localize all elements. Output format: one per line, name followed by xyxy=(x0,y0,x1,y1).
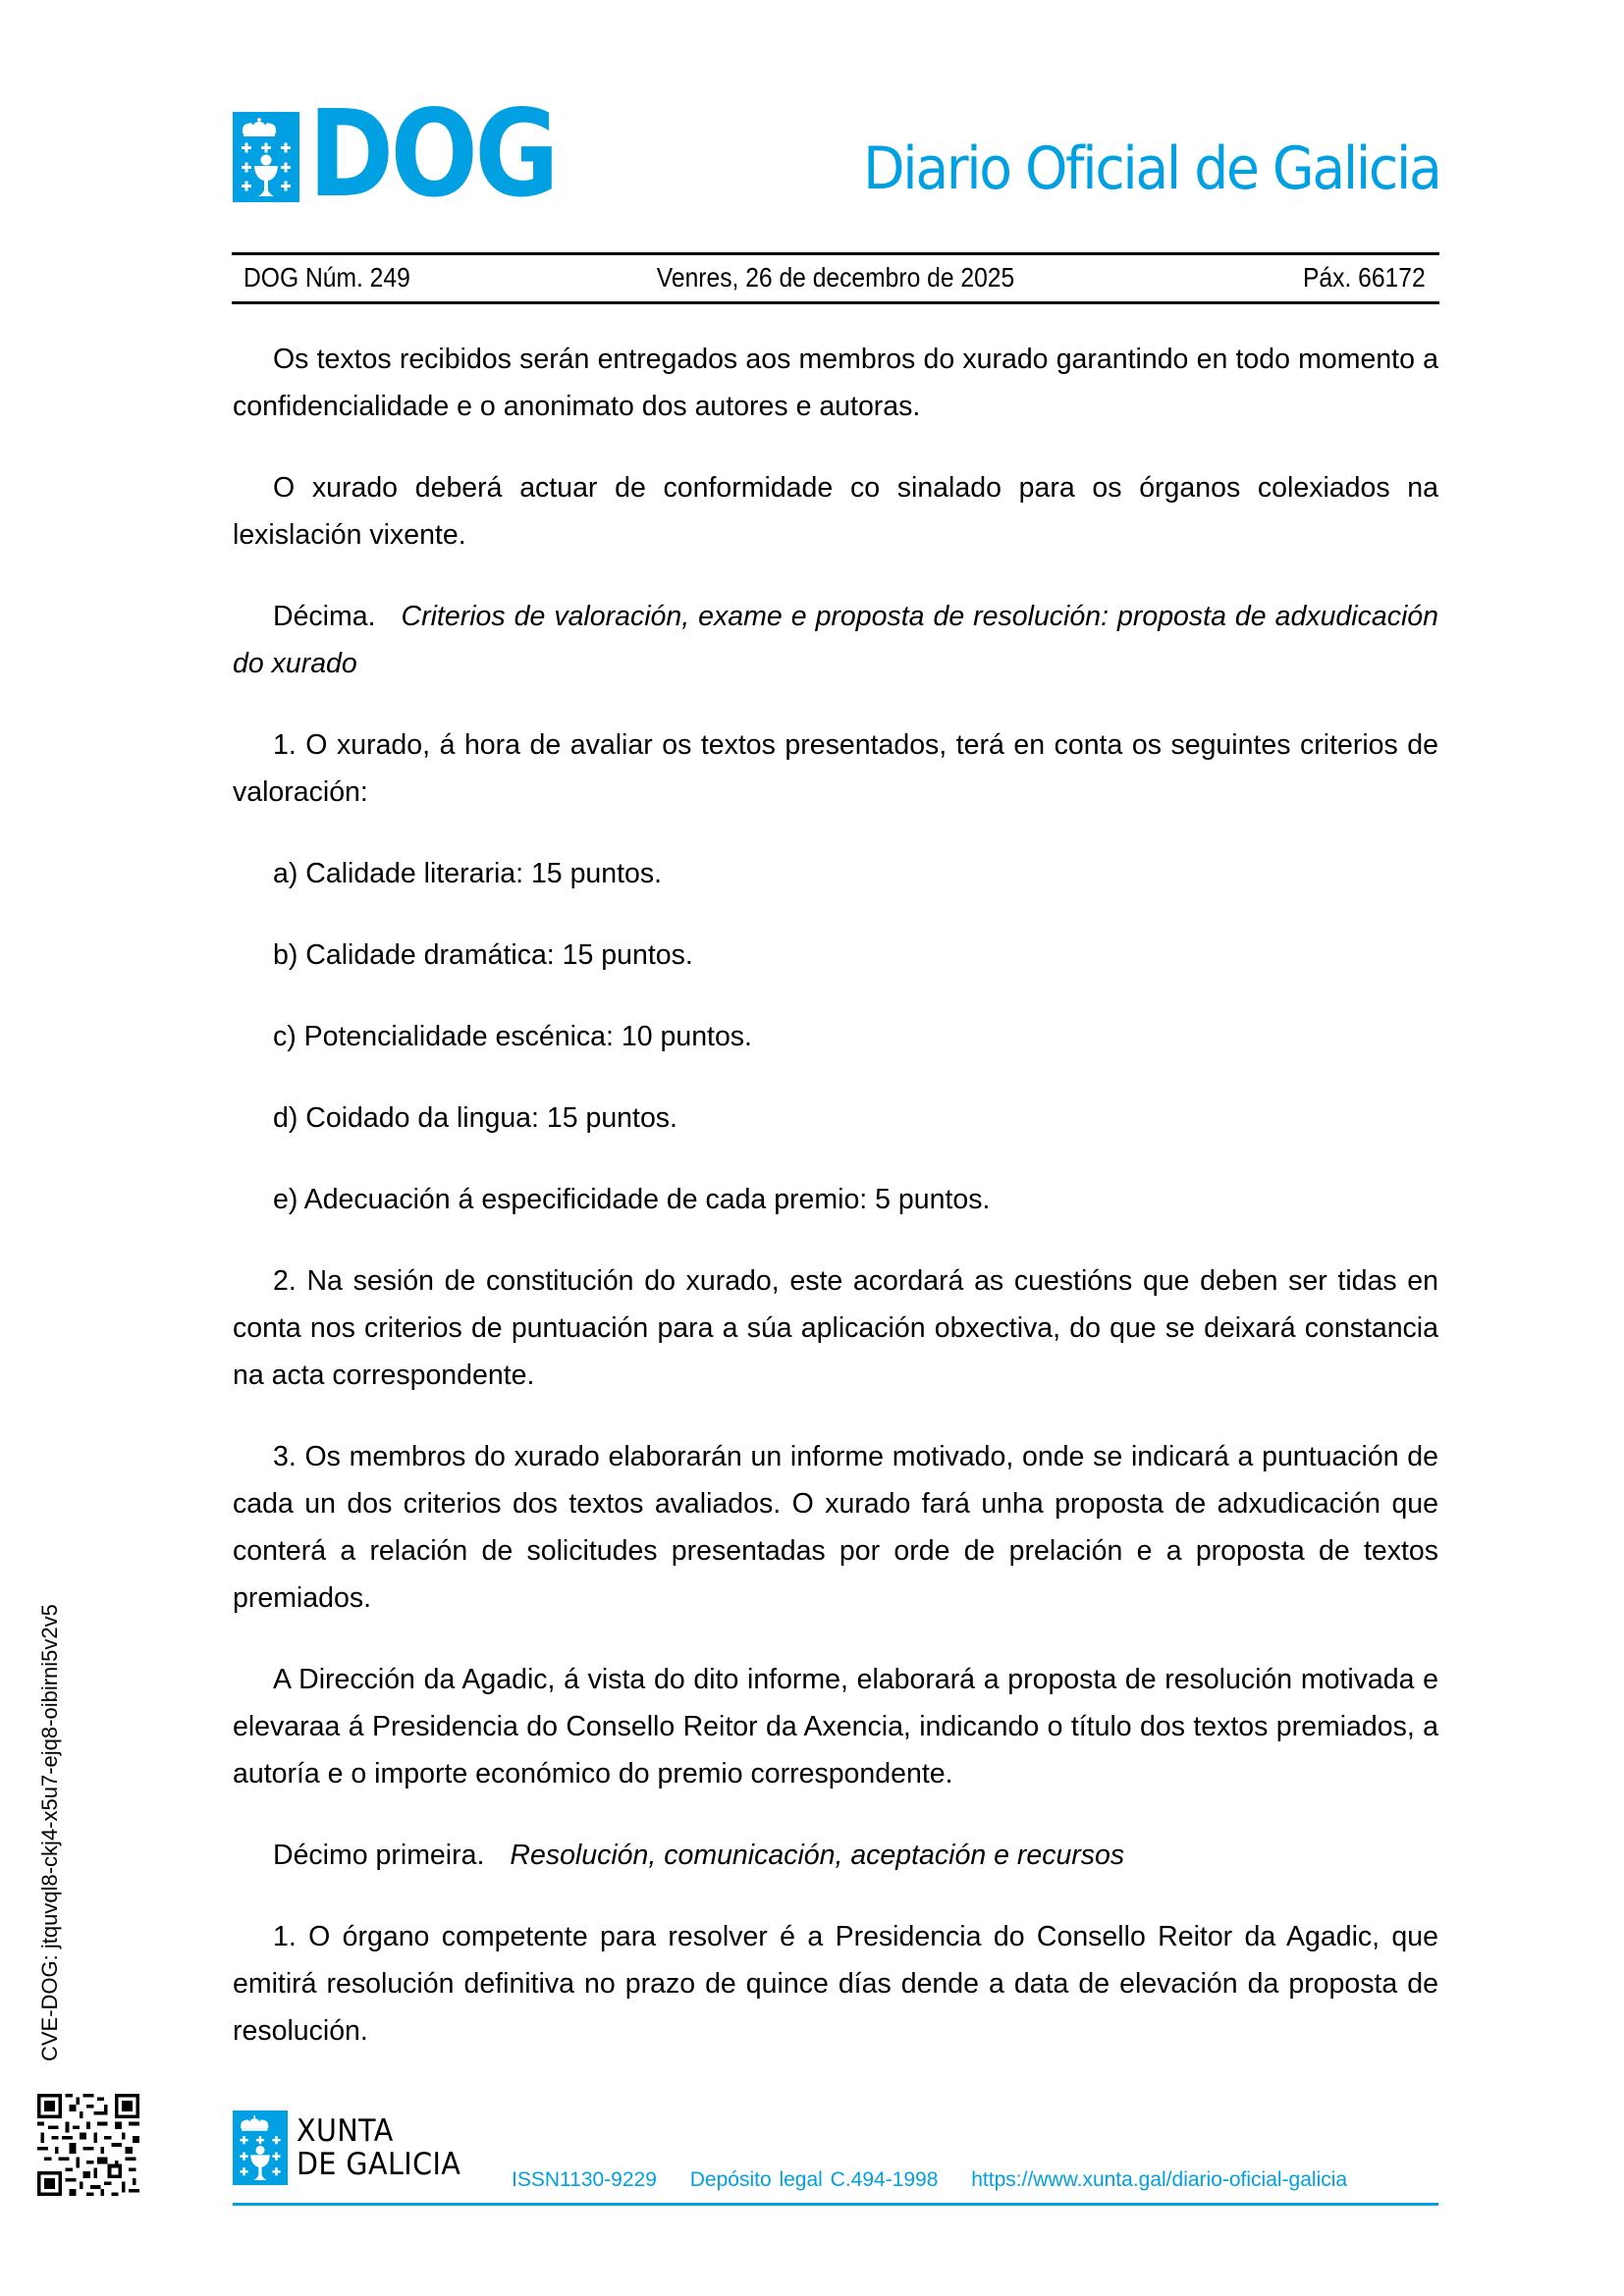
paragraph: A Dirección da Agadic, á vista do dito informe, elaborará a proposta de resolución motivada e elevaraa á Presidencia do Consello Reitor da Axencia, indicando o título dos textos premiados, a autoría e o importe económico do premio correspondente. xyxy=(233,1664,1438,1789)
criterion-item: d) Coidado da lingua: 15 puntos. xyxy=(273,1102,677,1134)
footer-rule xyxy=(233,2203,1438,2206)
document-body xyxy=(233,336,1438,2055)
cve-code: CVE-DOG: jtquvql8-ckj4-x5u7-ejq8-oibirni5v2v5 xyxy=(37,1604,62,2061)
paragraph: 2. Na sesión de constitución do xurado, este acordará as cuestións que deben ser tidas en conta nos criterios de puntuación para a súa aplicación obxectiva, do que se deixará constancia na acta correspondente. xyxy=(233,1265,1438,1391)
paragraph: 3. Os membros do xurado elaborarán un informe motivado, onde se indicará a puntuación de cada un dos criterios dos textos avaliados. O xurado fará unha proposta de adxudicación que conterá a relación de solicitudes presentadas por orde de prelación e a proposta de textos premiados. xyxy=(233,1441,1438,1614)
header-bottom-rule xyxy=(232,301,1439,304)
galicia-coat-of-arms-icon xyxy=(233,112,299,202)
dog-logo-text: DOG xyxy=(308,84,557,224)
masthead-title: Diario Oficial de Galicia xyxy=(863,134,1440,203)
section-heading-decima xyxy=(233,593,1438,687)
xunta-line1: XUNTA xyxy=(297,2113,394,2149)
legal-deposit: Depósito legal C.494-1998 xyxy=(689,2168,939,2191)
section-label: Décima. xyxy=(273,601,376,632)
section-heading-decimo-primeira xyxy=(233,1832,1438,1879)
header-top-rule xyxy=(232,252,1439,255)
section-title: Resolución, comunicación, aceptación e recursos xyxy=(510,1840,1125,1871)
issue-date: Venres, 26 de decembro de 2025 xyxy=(656,262,1015,293)
paragraph: O xurado deberá actuar de conformidade co sinalado para os órganos colexiados na lexislación vixente. xyxy=(233,472,1438,551)
running-header xyxy=(232,257,1439,298)
criterion-item: c) Potencialidade escénica: 10 puntos. xyxy=(273,1021,752,1052)
paragraph: 1. O órgano competente para resolver é a Presidencia do Consello Reitor da Agadic, que emitirá resolución definitiva no prazo de quince días dende a data de elevación da proposta de resolución. xyxy=(233,1921,1438,2047)
issue-number: DOG Núm. 249 xyxy=(244,262,410,293)
section-label: Décimo primeira. xyxy=(273,1840,485,1871)
criterion-item: b) Calidade dramática: 15 puntos. xyxy=(273,939,693,971)
section-title: Criterios de valoración, exame e proposta de resolución: proposta de adxudicación do xurado xyxy=(233,601,1438,679)
criterion-item: a) Calidade literaria: 15 puntos. xyxy=(273,858,663,889)
footer-url-link[interactable]: https://www.xunta.gal/diario-oficial-galicia xyxy=(971,2168,1348,2191)
xunta-emblem-icon xyxy=(233,2110,288,2185)
page-number: Páx. 66172 xyxy=(1303,262,1426,293)
xunta-de-galicia-logo xyxy=(297,2114,460,2181)
issn: ISSN1130-9229 xyxy=(512,2168,657,2191)
qr-code-icon xyxy=(37,2094,139,2196)
criterion-item: e) Adecuación á especificidade de cada premio: 5 puntos. xyxy=(273,1184,991,1215)
footer-info xyxy=(512,2168,1347,2192)
paragraph: 1. O xurado, á hora de avaliar os textos presentados, terá en conta os seguintes criterios de valoración: xyxy=(233,729,1438,808)
paragraph: Os textos recibidos serán entregados aos membros do xurado garantindo en todo momento a confidencialidade e o anonimato dos autores e autoras. xyxy=(233,344,1438,422)
xunta-line2: DE GALICIA xyxy=(297,2147,461,2182)
